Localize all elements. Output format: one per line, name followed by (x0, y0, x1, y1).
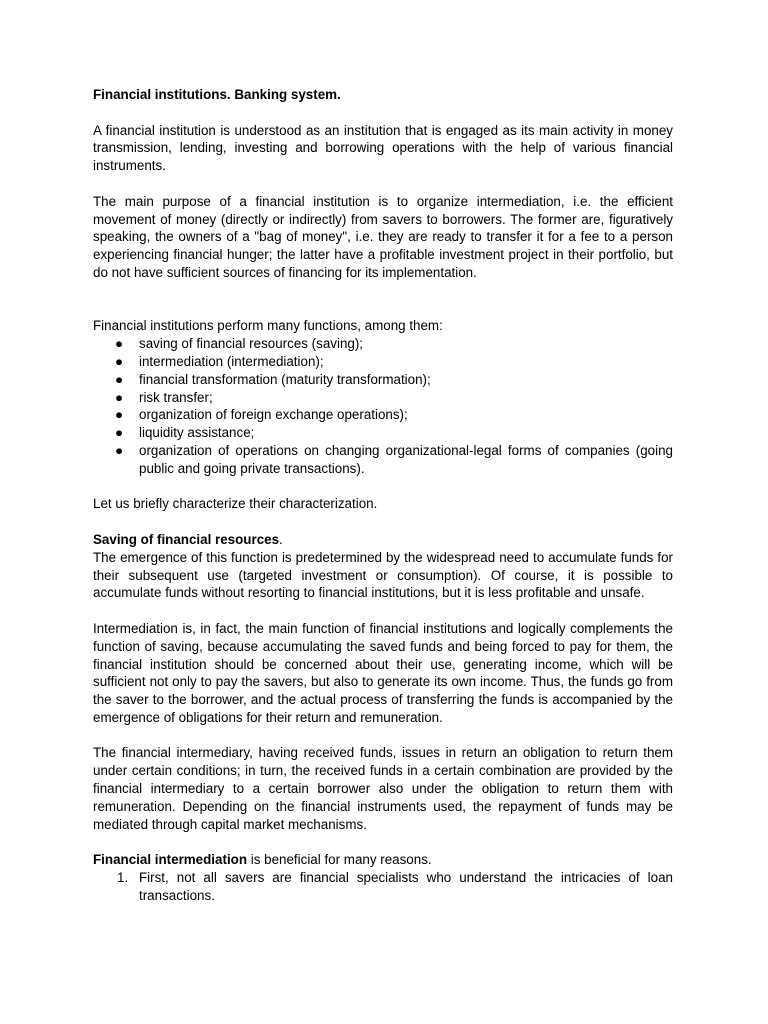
paragraph-intermediary: The financial intermediary, having received funds, issues in return an obligation to return them under certain conditions; in turn, the received funds in a certain combination are provided by the financial intermediary to a certain borrower also under the obligation to return them with remuneration. Depending on the financial instruments used, the repayment of funds may be mediated through capital market mechanisms. (93, 745, 673, 832)
list-item-text: First, not all savers are financial specialists who understand the intricacies of loan transactions. (139, 870, 673, 903)
document-title: Financial institutions. Banking system. (93, 87, 341, 102)
functions-lead: Financial institutions perform many functions, among them: (93, 318, 443, 334)
list-item (93, 353, 673, 371)
bullet-icon: ● (115, 389, 124, 405)
saving-heading-text: Saving of financial resources (93, 531, 280, 547)
paragraph-intermediation: Intermediation is, in fact, the main function of financial institutions and logically complements the function of saving, because accumulating the saved funds and being forced to pay for them, the financial institution should be concerned about their use, generating income, which will be sufficient not only to pay the savers, but also to generate its own income. Thus, the funds go from the saver to the borrower, and the actual process of transferring the funds is accompanied by the emergence of obligations for their return and remuneration. (93, 620, 673, 725)
list-item-text: saving of financial resources (saving); (139, 336, 364, 352)
functions-list (93, 335, 673, 477)
list-item (93, 335, 673, 353)
saving-section-heading (93, 531, 673, 549)
saving-heading-suffix: . (279, 531, 283, 547)
bullet-icon: ● (115, 442, 124, 458)
bullet-icon: ● (115, 336, 124, 352)
list-item-text: financial transformation (maturity transformation); (139, 371, 431, 387)
intermediation-section-heading (93, 851, 673, 869)
list-item-text: organization of operations on changing organizational-legal forms of companies (going public and going private transactions). (139, 442, 673, 476)
bullet-icon: ● (115, 425, 124, 441)
list-item (93, 442, 673, 478)
list-item (93, 371, 673, 389)
list-item-text: intermediation (intermediation); (139, 353, 324, 369)
list-number: 1. (117, 870, 129, 886)
bullet-icon: ● (115, 407, 124, 423)
intermediation-heading-text: Financial intermediation (93, 852, 248, 868)
intermediation-heading-suffix: is beneficial for many reasons. (247, 852, 432, 868)
paragraph-characterize: Let us briefly characterize their characterization. (93, 496, 378, 512)
paragraph-purpose: The main purpose of a financial institution is to organize intermediation, i.e. the efficient movement of money (directly or indirectly) from savers to borrowers. The former are, figuratively speaking, the owners of a "bag of money", i.e. they are ready to transfer it for a fee to a person experiencing financial hunger; the latter have a profitable investment project in their portfolio, but do not have sufficient sources of financing for its implementation. (93, 193, 673, 280)
list-item-text: liquidity assistance; (139, 425, 255, 441)
bullet-icon: ● (115, 371, 124, 387)
document-body (93, 86, 673, 905)
list-item (93, 406, 673, 424)
reasons-list (93, 869, 673, 905)
list-item (93, 869, 673, 905)
list-item-text: risk transfer; (139, 389, 213, 405)
list-item (93, 389, 673, 407)
paragraph-saving: The emergence of this function is predetermined by the widespread need to accumulate funds for their subsequent use (targeted investment or consumption). Of course, it is possible to accumulate funds without resorting to financial institutions, but it is less profitable and unsafe. (93, 549, 673, 601)
paragraph-definition: A financial institution is understood as an institution that is engaged as its main activity in money transmission, lending, investing and borrowing operations with the help of various financial instruments. (93, 122, 673, 174)
list-item (93, 424, 673, 442)
list-item-text: organization of foreign exchange operations); (139, 407, 408, 423)
bullet-icon: ● (115, 353, 124, 369)
